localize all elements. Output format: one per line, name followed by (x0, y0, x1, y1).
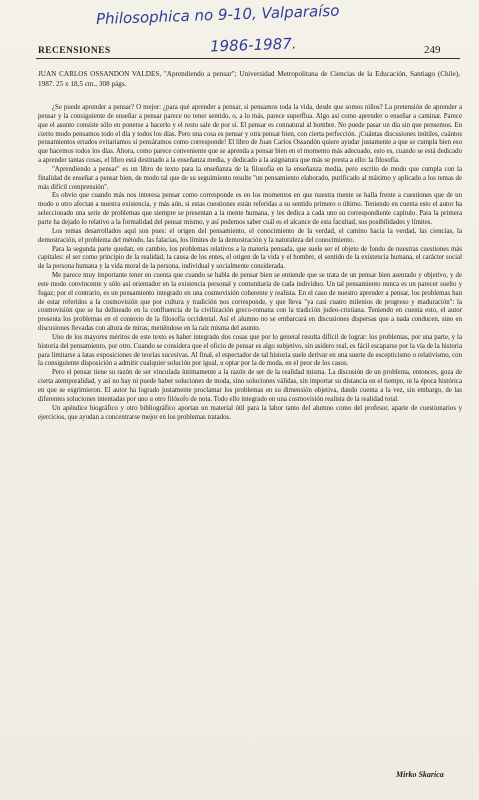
header-rule (36, 58, 460, 59)
paragraph: Pero el pensar tiene su razón de ser vinculada íntimamente a la razón de ser de la realidad misma. La discusión de un problema, entonces, goza de cierta atemporalidad, y así no hay ni puede haber soluciones de moda, sino soluciones válidas, sin importar su distancia en el tiempo, ni la época histórica en que se esgrimieron. El autor ha logrado justamente proclamar los problemas en su dimensión objetiva, dando cuenta a la vez, sin embargo, de las diferentes soluciones intentadas por uno u otro filósofo de nota. Todo ello integrado en una cosmovisión realista de la realidad total. (38, 369, 462, 403)
paragraph: Los temas desarrollados aquí son pues: el origen del pensamiento, el conocimiento de la verdad, el camino hacia la verdad, las ciencias, la demostración, el problema del método, las falacias, los límites de la demostración y la naturaleza del conocimiento. (38, 227, 462, 244)
paragraph: Un apéndice biográfico y otro bibliográfico aportan un material útil para la labor tanto del alumno como del profesor, aparte de cuestionarios y ejercicios, que ayudan a concentrarse mejor en los problemas tratados. (38, 404, 462, 421)
paragraph: Uno de los mayores méritos de este texto es haber integrado dos cosas que por lo general resulta difícil de lograr: los problemas, por una parte, y la historia del pensamiento, por otro. Cuando se considera que el oficio de pensar es algo subjetivo, sin asidero real, es fácil escaparse por la vía de la historia para limitarse a latas exposiciones de teorías sucesivas. Al final, el espectador de tal historia suele derivar en una suerte de escepticismo o relativismo, con la consiguiente disposición a admitir cualquier solución por igual, u optar por la de moda, en el peor de los casos. (38, 333, 462, 368)
paragraph: Me parece muy importante tener en cuenta que cuando se habla de pensar bien se entiende que se trata de un pensar bien asentado y objetivo, y de este modo convincente y sólo así orientador en la existencia personal y comunitaria de cada individuo. Un tal pensamiento nunca es un parecer suelto y fugaz; por el contrario, es un pensamiento integrado en una cosmovisión coherente y realista. En el caso de nuestro aprender a pensar, los problemas han de estar referidos a la cosmovisión que por cultura y tradición nos corresponde, y que lleva "ya casi cuatro milenios de progreso y maduración": la cosmovisión que se ha delineado en la confluencia de la civilización greco-romana con la tradición judeo-cristiana. Teniendo en cuenta esto, el autor presenta los problemas en el contexto de la filosofía occidental. Así el alumno no se embarcará en discusiones dispersas que a nada conducen, sino en discusiones llevadas con altura de miras, metiéndose en la raíz misma del asunto. (38, 272, 462, 333)
book-citation: JUAN CARLOS OSSANDON VALDES, "Aprendiendo a pensar"; Universidad Metropolitana de Ciencias de la Educación, Santiago (Chile), 1987. 25 x 18,5 cm., 308 págs. (38, 70, 460, 88)
handwritten-annotation-years: 1986-1987. (209, 34, 297, 56)
paragraph: Para la segunda parte quedan, en cambio, los problemas relativos a la materia pensada, que suele ser el objeto de fondo de nuestras cuestiones más capitales: el ser como principio de la realidad, la causa de los entes, el origen de la vida y el hombre, el sentido de la existencia humana, el carácter social de la persona humana y la vida moral de la persona, individual y socialmente considerada. (38, 245, 462, 271)
review-body (38, 104, 462, 422)
section-header: RECENSIONES (38, 46, 111, 56)
paragraph: "Aprendiendo a pensar" es un libro de texto para la enseñanza de la filosofía en la enseñanza media, pero escrito de modo que cumpla con la finalidad de enseñar a pensar bien, de modo tal que de su seguimiento resulte "un pensamiento elaborado, purificado al máximo y aplicado a los temas de más difícil comprensión". (38, 165, 462, 191)
reviewer-signature: Mirko Skarica (396, 770, 444, 779)
handwritten-annotation: Philosophica no 9-10, Valparaíso (95, 1, 340, 29)
paragraph: Es obvio que cuando más nos interesa pensar como corresponde es en los momentos en que nuestra mente se halla frente a cuestiones que de un modo u otro afectan a nuestra existencia, y más aún, si estas cuestiones están referidas a su sentido primero o último. Teniendo en cuenta esto el autor ha seleccionado una serie de problemas que siempre se presentan a la mente humana, y les dedica a cada uno su correspondiente capítulo. Para la primera parte ha dejado lo relativo a la formalidad del pensar mismo, y así podemos saber cuál es el alcance de esta facultad, sus posibilidades y límites. (38, 192, 462, 226)
page-number: 249 (424, 44, 441, 56)
paragraph: ¿Se puede aprender a pensar? O mejor: ¿para qué aprender a pensar, si pensamos toda la vida, desde que somos niños? La pretensión de aprender a pensar y la consiguiente de enseñar a pensar parece no tener sentido, o, a lo más, parece superflua. Algo así como aprender o enseñar a caminar. Parece que el asunto consiste sólo en ponerse a hacerlo y el resto sale de por sí. El pensar es connatural al hombre. No puede pasar un día sin que pensemos. En cierto modo pensamos todo el día y todos los días. Pero una cosa es pensar y otra pensar bien, con cierta perfección. ¡Cuántas discusiones inútiles, cuántos pensamientos errados evitaríamos si pensáramos como corresponde! El libro de Juan Carlos Ossandón quiere ayudar justamente a que se cumpla bien eso que hacemos todos los días. Ahora, como parece conveniente que se aprenda a pensar bien en el momento más adecuado, esto es, cuando se está dedicado a aprender tantas cosas, el libro está destinado a la enseñanza media, y dedicado a la asignatura que más se presta a ello: la filosofía. (38, 104, 462, 165)
